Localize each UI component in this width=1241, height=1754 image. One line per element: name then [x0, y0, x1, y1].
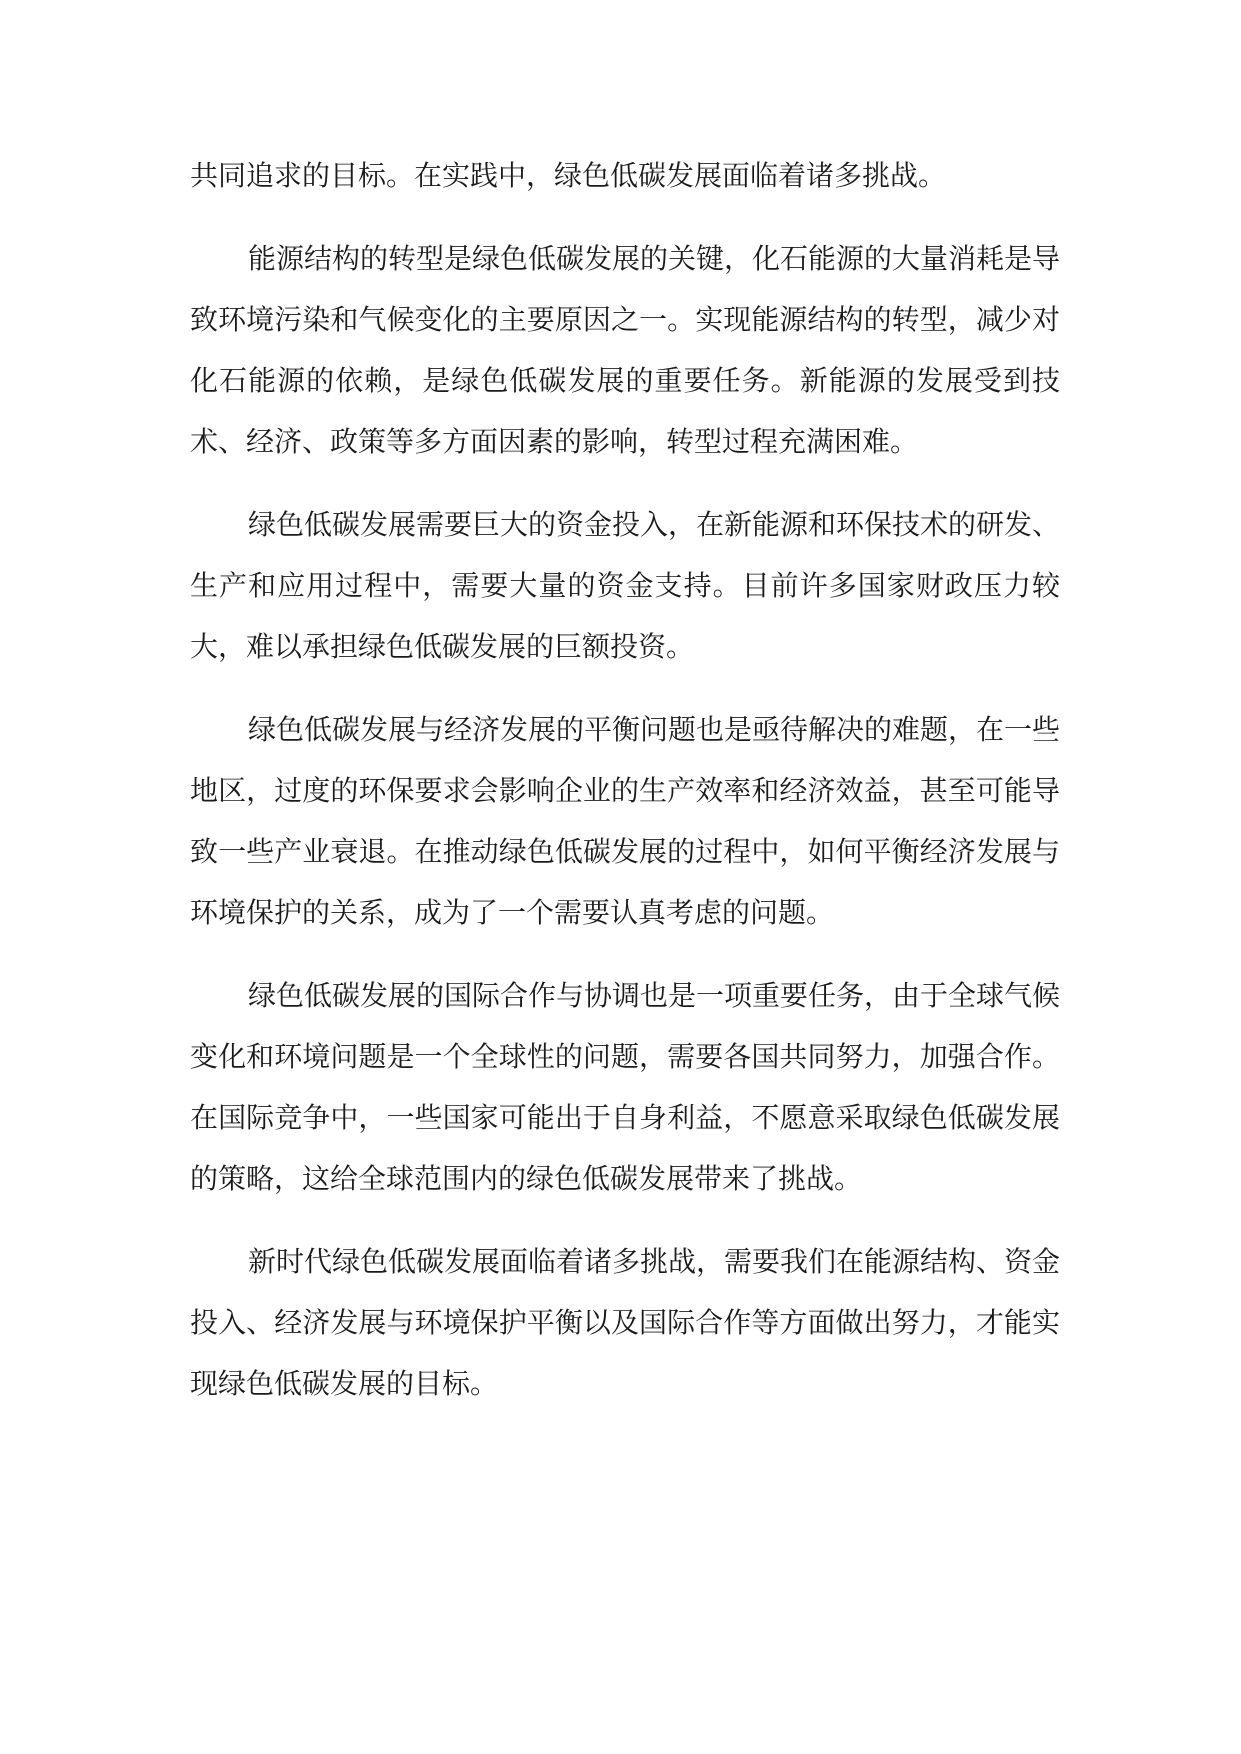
- paragraph-continuation: 共同追求的目标。在实践中，绿色低碳发展面临着诸多挑战。: [190, 159, 947, 192]
- document-body: [190, 145, 1060, 1436]
- paragraph-economic-balance: 绿色低碳发展与经济发展的平衡问题也是亟待解决的难题，在一些地区，过度的环保要求会影响企业的生产效率和经济效益，甚至可能导致一些产业衰退。在推动绿色低碳发展的过程中，如何平衡经济发展与环境保护的关系，成为了一个需要认真考虑的问题。: [190, 713, 1061, 929]
- paragraph-energy-structure: 能源结构的转型是绿色低碳发展的关键，化石能源的大量消耗是导致环境污染和气候变化的主要原因之一。实现能源结构的转型，减少对化石能源的依赖，是绿色低碳发展的重要任务。新能源的发展受到技术、经济、政策等多方面因素的影响，转型过程充满困难。: [190, 242, 1061, 458]
- paragraph-international-cooperation: 绿色低碳发展的国际合作与协调也是一项重要任务，由于全球气候变化和环境问题是一个全球性的问题，需要各国共同努力，加强合作。在国际竞争中，一些国家可能出于自身利益，不愿意采取绿色低碳发展的策略，这给全球范围内的绿色低碳发展带来了挑战。: [190, 979, 1061, 1195]
- paragraph-capital-investment: 绿色低碳发展需要巨大的资金投入，在新能源和环保技术的研发、生产和应用过程中，需要大量的资金支持。目前许多国家财政压力较大，难以承担绿色低碳发展的巨额投资。: [190, 508, 1061, 663]
- paragraph-conclusion: 新时代绿色低碳发展面临着诸多挑战，需要我们在能源结构、资金投入、经济发展与环境保护平衡以及国际合作等方面做出努力，才能实现绿色低碳发展的目标。: [190, 1245, 1061, 1400]
